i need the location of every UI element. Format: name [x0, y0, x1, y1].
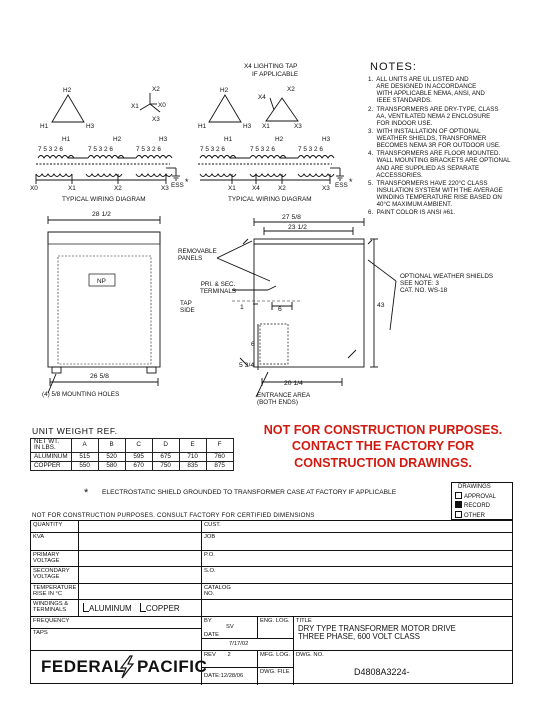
rtaps-1: 7 5 3 2 6 — [200, 146, 225, 153]
warning-line-1: NOT FOR CONSTRUCTION PURPOSES. — [263, 423, 503, 437]
blbl-x0: X0 — [30, 185, 38, 192]
rlbl-h3: H3 — [243, 123, 252, 130]
tb-title-line1: DRY TYPE TRANSFORMER MOTOR DRIVE — [298, 624, 456, 634]
approval-checkbox[interactable] — [455, 492, 462, 499]
weight-cell: 750 — [152, 461, 179, 470]
record-label: RECORD — [464, 503, 491, 509]
approval-label: APPROVAL — [464, 493, 496, 500]
weight-cell: 675 — [152, 452, 179, 461]
coil-h3: H3 — [159, 136, 168, 143]
notes-title: NOTES: — [370, 61, 417, 73]
note-item: 6. PAINT COLOR IS ANSI #61. — [368, 209, 456, 217]
weight-cell: 710 — [179, 452, 206, 461]
side-dim-534: 5 3/4 — [239, 362, 255, 369]
note-item: 3. WITH INSTALLATION OF OPTIONAL WEATHER SHIELDS, TRANSFORMER BECOMES NEMA 3R FOR OUTDOOR USE. — [368, 127, 501, 150]
weight-row — [31, 461, 234, 470]
tb-windings-val — [79, 600, 202, 617]
tb-po: P.O. — [202, 551, 512, 567]
weight-col-header: A — [71, 439, 98, 453]
title-block — [30, 520, 513, 684]
weight-cell: 515 — [71, 452, 98, 461]
rtaps-2: 7 5 3 2 6 — [250, 146, 275, 153]
tb-rev-val: 2 — [227, 652, 231, 658]
lighting-tap: X4 LIGHTING TAP — [244, 63, 298, 70]
tb-title — [294, 617, 512, 651]
construction-warning — [258, 422, 508, 471]
tb-cust: CUST. — [202, 521, 512, 533]
rtaps-3: 7 5 3 2 6 — [298, 146, 323, 153]
weight-col-header: D — [152, 439, 179, 453]
brand-left: FEDERAL — [41, 657, 125, 676]
lbl-h2: H2 — [63, 87, 72, 94]
rcoil-h3: H3 — [322, 136, 331, 143]
tb-by-label: BY — [204, 618, 212, 624]
tb-kva-val[interactable] — [79, 533, 202, 551]
side-dim-2014: 20 1/4 — [284, 380, 303, 387]
removable-panels: REMOVABLE PANELS — [178, 248, 217, 263]
note-item: 1. ALL UNITS ARE UL LISTED AND ARE DESIGNED IN ACCORDANCE WITH APPLICABLE NEMA, ANSI, AND IEEE STANDARDS. — [368, 76, 485, 105]
nameplate: NP — [97, 278, 106, 285]
enclosure-views — [0, 200, 550, 420]
drawings-box — [451, 482, 513, 520]
notes-list — [368, 76, 543, 217]
tb-taps: TAPS — [31, 629, 202, 651]
tb-date-val: 7/17/02 — [229, 641, 249, 647]
weight-cell: 760 — [206, 452, 233, 461]
weight-table — [30, 438, 234, 471]
side-dim-top: 27 5/8 — [282, 214, 301, 221]
tb-windings: WINDINGS & TERMINALS — [31, 600, 79, 617]
weight-col-header: C — [125, 439, 152, 453]
side-dim-43: 43 — [377, 302, 385, 309]
mounting-holes: (4) 5/8 MOUNTING HOLES — [42, 391, 120, 398]
side-dim-inner: 23 1/2 — [288, 224, 307, 231]
side-dim-6a: 6 — [278, 306, 282, 313]
tap-side: TAP SIDE — [180, 300, 195, 315]
rlbl-h2: H2 — [220, 87, 229, 94]
wiring-diagrams — [0, 0, 360, 210]
weight-row — [31, 452, 234, 461]
side-dim-1: 1 — [240, 304, 244, 311]
tb-blank — [202, 600, 512, 617]
rblbl-x4: X4 — [252, 185, 260, 192]
tb-rev-label: REV — [204, 652, 216, 658]
tb-date2: DATE:12/28/06 — [202, 668, 258, 685]
drawings-other[interactable] — [455, 511, 509, 521]
tb-catalog: CATALOG NO. — [202, 584, 512, 600]
rlbl-x3: X3 — [294, 123, 302, 130]
taps-3: 7 5 3 2 6 — [136, 146, 161, 153]
taps-2: 7 5 3 2 6 — [88, 146, 113, 153]
ess-note-asterisk: * — [84, 487, 89, 499]
tb-dwg-no-label: DWG. NO. — [296, 652, 324, 658]
tb-mfg-log: MFG. LOG. — [258, 651, 294, 668]
tb-title-line2: THREE PHASE, 600 VOLT CLASS — [298, 632, 420, 642]
tb-dwg-no-val: D4808A3224- — [354, 667, 410, 678]
aluminum-label: ALUMINUM — [89, 604, 132, 613]
lbl-x2: X2 — [152, 86, 160, 93]
note-item: 2. TRANSFORMERS ARE DRY-TYPE, CLASS AA, VENTILATED NEMA 2 ENCLOSURE FOR INDOOR USE. — [368, 105, 499, 127]
lbl-x3: X3 — [152, 116, 160, 123]
front-base-dim: 26 5/8 — [90, 373, 109, 380]
if-applicable: IF APPLICABLE — [252, 71, 299, 78]
weight-cell: COPPER — [31, 461, 72, 470]
rlbl-x4: X4 — [258, 94, 266, 101]
brand-right: PACIFIC — [137, 657, 208, 676]
lbl-h1: H1 — [40, 123, 49, 130]
tb-dwg-no — [294, 651, 512, 685]
tb-date-label: DATE — [204, 632, 220, 638]
weight-cell: 520 — [98, 452, 125, 461]
certified-dims-note: NOT FOR CONSTRUCTION PURPOSES. CONSULT FACTORY FOR CERTIFIED DIMENSIONS — [32, 512, 315, 519]
weight-col-header: B — [98, 439, 125, 453]
weight-col-header: E — [179, 439, 206, 453]
tb-by-val: SV — [226, 624, 234, 631]
rcoil-h2: H2 — [275, 136, 284, 143]
ress-asterisk: * — [349, 177, 353, 187]
blbl-x2: X2 — [114, 185, 122, 192]
lightning-icon — [117, 655, 137, 679]
weather-shields: OPTIONAL WEATHER SHIELDS SEE NOTE: 3 CAT. NO. WS-18 — [400, 273, 494, 295]
coil-h2: H2 — [113, 136, 122, 143]
rcoil-h1: H1 — [224, 136, 233, 143]
rlbl-h1: H1 — [198, 123, 207, 130]
tb-secondary-val[interactable] — [79, 567, 202, 584]
drawings-title: DRAWINGS — [458, 484, 491, 490]
weight-col-header: NET WT. IN LBS. — [31, 439, 72, 453]
tb-frequency: FREQUENCY — [31, 617, 202, 629]
weight-cell: 670 — [125, 461, 152, 470]
weight-table-wrap — [30, 438, 234, 471]
tb-temp-val[interactable] — [79, 584, 202, 600]
lbl-h3: H3 — [86, 123, 95, 130]
note-item: 4. TRANSFORMERS ARE FLOOR MOUNTED. WALL MOUNTING BRACKETS ARE OPTIONAL AND ARE SUPPLIED AS SEPARATE ACCESSORIES. — [368, 150, 511, 179]
drawings-approval[interactable] — [455, 492, 509, 502]
copper-label: COPPER — [145, 604, 180, 613]
tb-quantity-val[interactable] — [79, 521, 202, 533]
tb-so: S.O. — [202, 567, 512, 584]
pri-sec-terminals: PRI. & SEC. TERMINALS — [200, 281, 237, 296]
tb-kva: KVA — [31, 533, 79, 551]
other-checkbox[interactable] — [455, 511, 462, 518]
taps-1: 7 5 3 2 6 — [38, 146, 63, 153]
tb-temp: TEMPERATURE RISE IN °C — [31, 584, 79, 600]
rlbl-x1: X1 — [262, 123, 270, 130]
weight-title: UNIT WEIGHT REF. — [32, 426, 118, 436]
weight-cell: 580 — [98, 461, 125, 470]
rlbl-x2: X2 — [287, 86, 295, 93]
rblbl-x3: X3 — [322, 185, 330, 192]
tb-job: JOB — [202, 533, 512, 551]
entrance-area: ENTRANCE AREA (BOTH ENDS) — [257, 392, 311, 407]
tb-eng-log: ENG. LOG. — [258, 617, 294, 639]
record-checkbox[interactable] — [455, 501, 462, 508]
lbl-x0: X0 — [158, 102, 166, 109]
ess-note-text: ELECTROSTATIC SHIELD GROUNDED TO TRANSFORMER CASE AT FACTORY IF APPLICABLE — [102, 489, 397, 496]
weight-cell: 835 — [179, 461, 206, 470]
coil-h1: H1 — [62, 136, 71, 143]
tb-primary-val[interactable] — [79, 551, 202, 567]
ress-label: ESS — [335, 182, 348, 189]
warning-line-3: CONSTRUCTION DRAWINGS. — [294, 455, 472, 470]
other-label: OTHER — [464, 512, 485, 519]
weight-cell: 875 — [206, 461, 233, 470]
wiring-caption-right: TYPICAL WIRING DIAGRAM — [228, 196, 312, 203]
blbl-x3: X3 — [161, 185, 169, 192]
tb-secondary: SECONDARY VOLTAGE — [31, 567, 79, 584]
ess-asterisk: * — [185, 177, 189, 187]
front-width-dim: 28 1/2 — [92, 211, 111, 218]
wiring-caption-left: TYPICAL WIRING DIAGRAM — [62, 196, 146, 203]
weight-cell: ALUMINUM — [31, 452, 72, 461]
rblbl-x1: X1 — [228, 185, 236, 192]
side-dim-6b: 6 — [251, 341, 255, 348]
lbl-x1: X1 — [131, 103, 139, 110]
ess-label: ESS — [171, 182, 184, 189]
weight-cell: 550 — [71, 461, 98, 470]
note-item: 5. TRANSFORMERS HAVE 220°C CLASS INSULATION SYSTEM WITH THE AVERAGE WINDING TEMPERATURE RISE BASED ON 40°C MAXIMUM AMBIENT. — [368, 179, 503, 209]
weight-header-row — [31, 439, 234, 453]
drawings-record[interactable] — [455, 501, 509, 511]
blbl-x1: X1 — [68, 185, 76, 192]
weight-col-header: F — [206, 439, 233, 453]
brand-logo — [31, 651, 208, 685]
rblbl-x2: X2 — [278, 185, 286, 192]
warning-line-2: CONTACT THE FACTORY FOR — [291, 439, 475, 454]
tb-dwg-file: DWG. FILE — [258, 668, 294, 685]
tb-title-label: TITLE — [296, 618, 312, 624]
tb-quantity: QUANTITY — [31, 521, 79, 533]
tb-rev — [202, 651, 258, 668]
tb-primary: PRIMARY VOLTAGE — [31, 551, 79, 567]
weight-cell: 595 — [125, 452, 152, 461]
